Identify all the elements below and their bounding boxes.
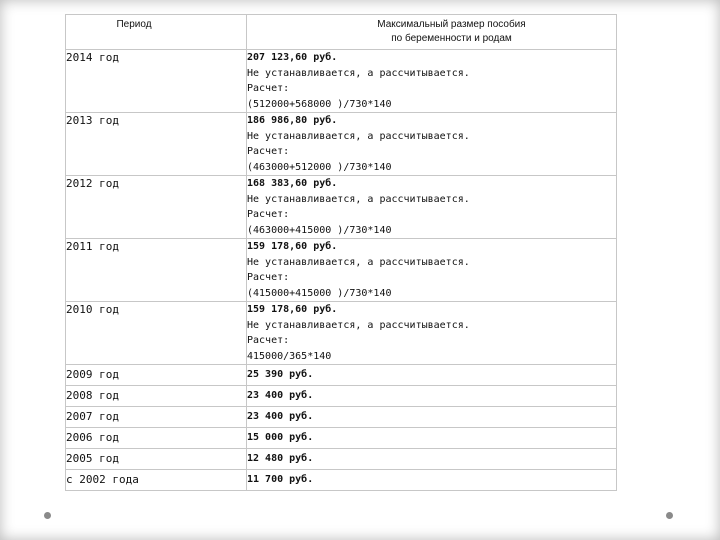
benefit-sum: 23 400 руб. xyxy=(247,411,314,422)
period-cell: 2012 год xyxy=(66,176,247,239)
period-cell: 2008 год xyxy=(66,386,247,407)
benefit-note: Не устанавливается, а рассчитывается. xyxy=(247,256,470,268)
table-header-row xyxy=(66,15,617,50)
period-cell: 2011 год xyxy=(66,239,247,302)
period-cell: 2009 год xyxy=(66,365,247,386)
header-period: Период xyxy=(116,19,152,30)
calc-label: Расчет: xyxy=(247,272,290,283)
period-cell: 2007 год xyxy=(66,407,247,428)
calc-formula: (415000+415000 )/730*140 xyxy=(247,287,392,299)
benefit-note: Не устанавливается, а рассчитывается. xyxy=(247,130,470,142)
calc-label: Расчет: xyxy=(247,209,290,220)
amount-cell xyxy=(247,302,617,365)
table-row xyxy=(66,407,617,428)
benefit-sum: 11 700 руб. xyxy=(247,474,314,485)
calc-formula: (463000+415000 )/730*140 xyxy=(247,224,392,236)
calc-label: Расчет: xyxy=(247,83,290,94)
table-row xyxy=(66,386,617,407)
calc-formula: 415000/365*140 xyxy=(247,350,332,362)
benefit-sum: 186 986,80 руб. xyxy=(247,115,338,126)
amount-cell xyxy=(247,113,617,176)
period-cell: 2014 год xyxy=(66,50,247,113)
amount-cell xyxy=(247,386,617,407)
amount-cell xyxy=(247,449,617,470)
table-row xyxy=(66,365,617,386)
amount-cell xyxy=(247,239,617,302)
header-amount-cell xyxy=(247,15,617,50)
period-cell: 2013 год xyxy=(66,113,247,176)
calc-formula: (512000+568000 )/730*140 xyxy=(247,98,392,110)
calc-label: Расчет: xyxy=(247,335,290,346)
benefit-sum: 15 000 руб. xyxy=(247,432,314,443)
period-cell: 2006 год xyxy=(66,428,247,449)
benefit-note: Не устанавливается, а рассчитывается. xyxy=(247,193,470,205)
table-row xyxy=(66,449,617,470)
header-period-cell xyxy=(66,15,247,50)
period-cell: с 2002 года xyxy=(66,470,247,491)
period-cell: 2005 год xyxy=(66,449,247,470)
table-row xyxy=(66,428,617,449)
bullet-dot-left-icon xyxy=(44,512,51,519)
benefit-sum: 168 383,60 руб. xyxy=(247,178,338,189)
header-amount: Максимальный размер пособия по беременности и родам xyxy=(377,19,526,44)
table-row xyxy=(66,176,617,239)
amount-cell xyxy=(247,50,617,113)
amount-cell xyxy=(247,428,617,449)
benefit-sum: 23 400 руб. xyxy=(247,390,314,401)
period-cell: 2010 год xyxy=(66,302,247,365)
benefit-sum: 12 480 руб. xyxy=(247,453,314,464)
amount-cell xyxy=(247,407,617,428)
benefit-sum: 207 123,60 руб. xyxy=(247,52,338,63)
benefit-note: Не устанавливается, а рассчитывается. xyxy=(247,319,470,331)
benefit-sum: 159 178,60 руб. xyxy=(247,241,338,252)
amount-cell xyxy=(247,470,617,491)
table-row xyxy=(66,239,617,302)
benefit-sum: 25 390 руб. xyxy=(247,369,314,380)
table-row xyxy=(66,50,617,113)
amount-cell xyxy=(247,176,617,239)
amount-cell xyxy=(247,365,617,386)
calc-formula: (463000+512000 )/730*140 xyxy=(247,161,392,173)
table-row xyxy=(66,302,617,365)
bullet-dot-right-icon xyxy=(666,512,673,519)
table-row xyxy=(66,470,617,491)
maternity-benefit-table xyxy=(65,14,617,491)
benefit-note: Не устанавливается, а рассчитывается. xyxy=(247,67,470,79)
table-row xyxy=(66,113,617,176)
calc-label: Расчет: xyxy=(247,146,290,157)
benefit-sum: 159 178,60 руб. xyxy=(247,304,338,315)
